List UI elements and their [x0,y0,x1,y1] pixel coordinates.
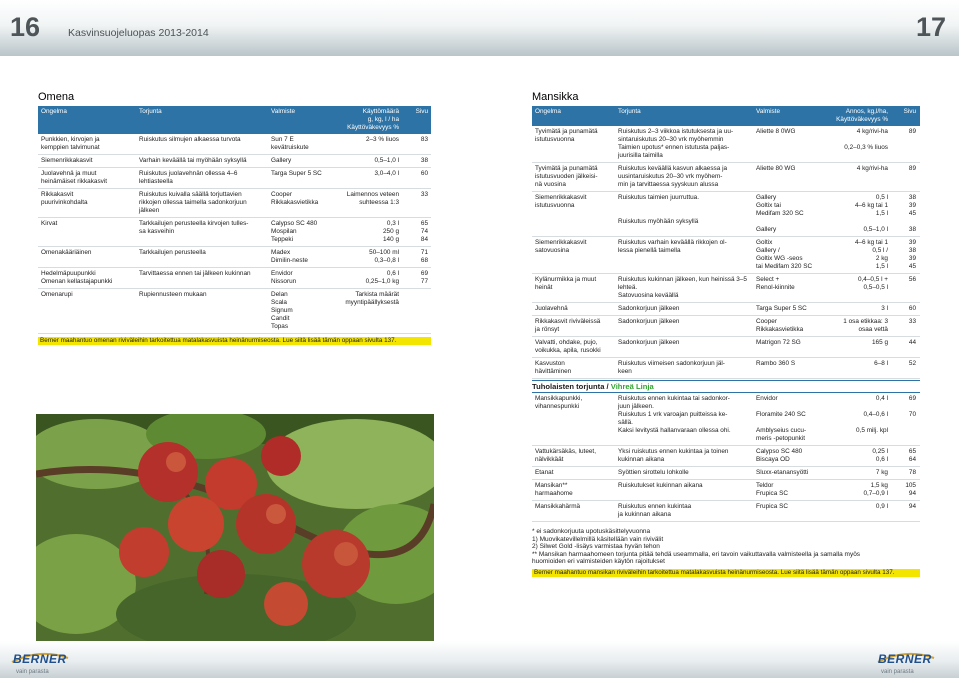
table-row [532,274,920,303]
table-cell: Siemenrikkakasvit istutusvuonna [535,194,587,209]
table-cell: Tyvimätä ja punamätä istutusvuonna [535,128,598,143]
table-cell: Ruiskutus 2–3 viikkoa istutuksesta ja uu- sintaruiskutus 20–30 vrk myöhemmin Taimien upotus* ennen istutusta paljas- juurisilla taimilla [618,128,734,159]
table-cell: Kasvuston hävittäminen [535,360,572,375]
table-cell: 65 64 [908,448,916,463]
table-cell: Omenakääriäinen [41,249,92,256]
table-cell: 83 [420,136,428,143]
table-cell: Mansikan** harmaahome [535,482,573,497]
book-title: Kasvinsuojeluopas 2013-2014 [68,27,209,39]
table-cell: 105 94 [905,482,916,497]
table-row [532,393,920,446]
table-row [532,126,920,163]
table-cell: Syöttien sirottelu lohkolle [618,469,689,476]
table-row [532,163,920,192]
mansikka-section [532,90,920,577]
table-row [532,446,920,467]
table-cell: 4–6 kg tai 1 0,5 l / 2 kg 1,5 l [854,239,888,270]
table-cell: Ruiskutus kukinnan jälkeen, kun heinissä 3–5 lehteä. Satovuosina keväällä [618,276,747,299]
table-cell: Rupiennusteen mukaan [139,291,207,298]
table-cell: Sadonkorjuun jälkeen [618,318,680,325]
table-cell: Ruiskutus silmujen alkaessa turvota [139,136,241,143]
table-cell: Cooper Rikkakasvietikka [756,318,804,333]
omena-title: Omena [38,91,75,103]
table-cell: Frupica SC [756,503,788,510]
mansikka-title: Mansikka [532,91,579,103]
table-cell: Ruiskutus varhain keväällä rikkojen ol- lessa pienellä taimella [618,239,727,254]
table-cell: 69 70 [908,395,916,418]
pest-control-label: Tuholaisten torjunta / [532,382,609,391]
table-cell: Gallery [271,157,292,164]
table-cell: 4 kg/rivi-ha 0,2–0,3 % liuos [844,128,888,151]
mansikka-table-header [532,106,920,126]
table-cell: Sadonkorjuun jälkeen [618,339,680,346]
table-cell: Valvatti, ohdake, pujo, voikukka, apila, rusokki [535,339,601,354]
table-cell: Laimennos veteen suhteessa 1:3 [346,191,399,206]
table-cell: Sadonkorjuun jälkeen [618,305,680,312]
table-cell: 3 l [881,305,888,312]
table-row [38,247,431,268]
table-cell: 0,3 l 250 g 140 g [383,220,399,243]
berner-logo-right: BERNER [878,652,932,666]
table-cell: Juolavehnä ja muut heinämäiset rikkakasvit [41,170,108,185]
table-cell: 71 68 [420,249,428,264]
table-cell: 50–100 ml 0,3–0,8 l [369,249,399,264]
omena-table-header [38,106,431,134]
omena-section [38,90,431,345]
table-cell: Select + Renol-kiinnite [756,276,795,291]
col-ongelma: Ongelma [41,108,67,115]
table-cell: Punkkien, kirvojen ja kemppien talvimunat [41,136,100,151]
table-cell: Tarvittaessa ennen tai jälkeen kukinnan [139,270,251,277]
table-cell: Delan Scala Signum Candit Topas [271,291,293,330]
table-cell: 3,0–4,0 l [374,170,399,177]
table-cell: 0,6 l 0,25–1,0 kg [365,270,399,285]
table-cell: 89 [908,165,916,172]
table-row [532,501,920,522]
table-row [532,358,920,379]
table-row [532,467,920,480]
table-cell: 94 [908,503,916,510]
table-cell: Madex Dimilin-neste [271,249,308,264]
table-cell [399,291,428,331]
mansikka-footnotes: * ei sadonkorjuuta upotuskäsittelyvuonna 1) Muovikatevillelmillä käsitellään vain rivivälit 2) Silwet Gold -lisäys varmistaa hyvän tehon ** Mansikan harmaahomeen torjunta pitää tehdä useammalla, eri tavoin vaikuttavalla valmisteella ja samalla myös huomioiden eri valmisteiden käytön rajoitukset [532,528,861,566]
table-cell: 0,4–0,5 l + 0,5–0,5 l [857,276,888,291]
table-row [532,316,920,337]
table-cell: 39 38 39 45 [908,239,916,270]
table-cell: Matrigon 72 SG [756,339,801,346]
table-cell: 33 [908,318,916,325]
table-row [38,155,431,168]
table-cell: 1,5 kg 0,7–0,9 l [863,482,888,497]
table-cell: Hedelmäpuupunkki Omenan kellastajapunkki [41,270,113,285]
table-row [38,189,431,218]
table-row [38,218,431,247]
col-torjunta: Torjunta [618,108,641,115]
table-cell: Envidor Floramite 240 SC Amblyseius cucu- meris -petopunkit [756,395,807,442]
berner-logo-left: BERNER [13,652,67,666]
table-cell: Etanat [535,469,554,476]
table-cell: Gallery Goltix tai Medifam 320 SC Gallery [756,194,804,233]
table-cell: Kylänurmikka ja muut heinät [535,276,597,291]
table-cell: Ruiskutus keväällä kasvun alkaessa ja uusintaruiskutus 20–30 vrk myöhem- min ja tarvittaessa syyskuun alussa [618,165,728,188]
table-cell: 0,5 l 4–6 kg tai 1 1,5 l 0,5–1,0 l [854,194,888,233]
table-cell: Targa Super 5 SC [271,170,322,177]
table-cell: 78 [908,469,916,476]
table-cell: 6–8 l [874,360,888,367]
table-row [38,289,431,334]
table-cell: Envidor Nissorun [271,270,297,285]
table-cell: Mansikkahärmä [535,503,581,510]
omena-table-body [38,134,431,334]
table-cell: Kirvat [41,220,58,227]
table-cell: Siemenrikkakasvit satovuosina [535,239,587,254]
mansikka-table-body [532,126,920,379]
table-cell: Rikkakasvit riviväleissä ja rönsyt [535,318,601,333]
table-cell: 4 kg/rivi-ha [856,165,888,172]
right-page-number: 17 [915,12,946,42]
table-cell: Aliette 8 0WG [756,128,796,135]
table-cell: Goltix Gallery / Goltix WG -seos tai Medifam 320 SC [756,239,813,270]
table-cell: Omenarupi [41,291,73,298]
table-cell: Targa Super 5 SC [756,305,807,312]
table-row [532,480,920,501]
table-cell: Calypso SC 480 Biscaya OD [756,448,803,463]
table-cell: Juolavehnä [535,305,568,312]
table-cell: Ruiskutus taimien juurruttua. Ruiskutus myöhään syksyllä [618,194,699,225]
table-cell: Vattukärsäkäs, luteet, nälvikkäät [535,448,596,463]
table-row [532,303,920,316]
table-cell: 52 [908,360,916,367]
table-cell: 38 [420,157,428,164]
table-cell: Ruiskutus kuivalla säällä torjuttavien rikkojen ollessa taimella sadonkorjuun jälkeen [139,191,247,214]
table-cell: 1 osa etikkaa: 3 osaa vettä [843,318,888,333]
table-cell: Tarkkailujen perusteella [139,249,206,256]
col-ongelma: Ongelma [535,108,561,115]
table-cell: Rikkakasvit puurivinkohdalta [41,191,88,206]
table-cell: 60 [420,170,428,177]
col-valmiste: Valmiste [271,108,296,115]
table-row [532,237,920,274]
col-annos: Annos, kg,l/ha, Käyttöväkevyys % [836,108,888,123]
table-cell: 0,4 l 0,4–0,6 l 0,5 milj. kpl [856,395,888,434]
table-cell: 44 [908,339,916,346]
omena-note: Berner maahantuo omenan riviväleihin tarkoitettua matalakasvuista heinänurmiseosta. Lue siitä lisää tämän oppaan sivulta 137. [38,337,431,345]
table-cell: 38 39 45 38 [908,194,916,233]
berner-tagline-left: vain parasta [16,669,49,675]
pest-control-heading [532,380,920,393]
table-cell: Sun 7 E kevätruiskute [271,136,309,151]
apple-tree-photo [36,414,434,641]
table-cell: Tarkista määrät myyntipäällyksestä [345,291,399,306]
table-row [38,168,431,189]
green-line-label: Vihreä Linja [610,382,654,391]
mansikka-note: Berner maahantuo mansikan riviväleihin tarkoitettua matalakasvuista heinänurmiseosta. Lue siitä lisää tämän oppaan sivulta 137. [532,569,920,577]
table-row [532,192,920,237]
table-cell: Varhain keväällä tai myöhään syksyllä [139,157,247,164]
table-cell: 56 [908,276,916,283]
table-cell: Rambo 360 S [756,360,796,367]
table-cell: 2–3 % liuos [365,136,399,143]
table-row [532,337,920,358]
table-cell: 69 77 [420,270,428,285]
table-cell: Mansikkapunkki, vihannespunkki [535,395,583,410]
table-cell: Sluxx-etanansyötti [756,469,809,476]
mansikka-pest-table-body [532,393,920,522]
table-cell: Yksi ruiskutus ennen kukintaa ja toinen kukinnan aikana [618,448,729,463]
table-cell: Tyvimätä ja punamätä istutusvuoden jälkeisi- nä vuosina [535,165,598,188]
page-footer [0,641,959,678]
table-cell: 0,25 l 0,6 l [872,448,888,463]
table-cell: 89 [908,128,916,135]
table-cell: Tarkkailujen perusteella kirvojen tulles- sa kasveihin [139,220,249,235]
table-cell: 0,5–1,0 l [374,157,399,164]
table-cell: Ruiskutus juolavehnän ollessa 4–6 lehtiasteella [139,170,238,185]
table-cell: Ruiskutus ennen kukintaa tai sadonkor- juun jälkeen. Ruiskutus 1 vrk varoajan puitteissa ke- sällä. Kaksi levitystä hallanvaraan ollessa ohi. [618,395,731,434]
table-cell: Calypso SC 480 Mospilan Teppeki [271,220,318,243]
table-cell: Siemenrikkakasvit [41,157,93,164]
col-sivu: Sivu [903,108,916,115]
table-cell: Aliette 80 WG [756,165,796,172]
table-row [38,134,431,155]
table-cell: Ruiskutus viimeisen sadonkorjuun jäl- keen [618,360,725,375]
table-cell: Teldor Frupica SC [756,482,788,497]
table-cell: Ruiskutukset kukinnan aikana [618,482,703,489]
left-page-number: 16 [10,12,41,42]
table-cell: Ruiskutus ennen kukintaa ja kukinnan aikana [618,503,692,518]
table-cell: 7 kg [875,469,888,476]
col-sivu: Sivu [415,108,428,115]
table-cell: 65 74 84 [420,220,428,243]
table-cell: 33 [420,191,428,198]
table-cell: 60 [908,305,916,312]
table-row [38,268,431,289]
table-cell: 165 g [872,339,888,346]
table-cell: 0,9 l [875,503,888,510]
col-valmiste: Valmiste [756,108,781,115]
table-cell: Cooper Rikkakasvietikka [271,191,319,206]
col-kayttomaara: Käyttömäärä g, kg, l / ha Käyttöväkevyys % [347,108,399,131]
berner-tagline-right: vain parasta [881,669,914,675]
col-torjunta: Torjunta [139,108,162,115]
